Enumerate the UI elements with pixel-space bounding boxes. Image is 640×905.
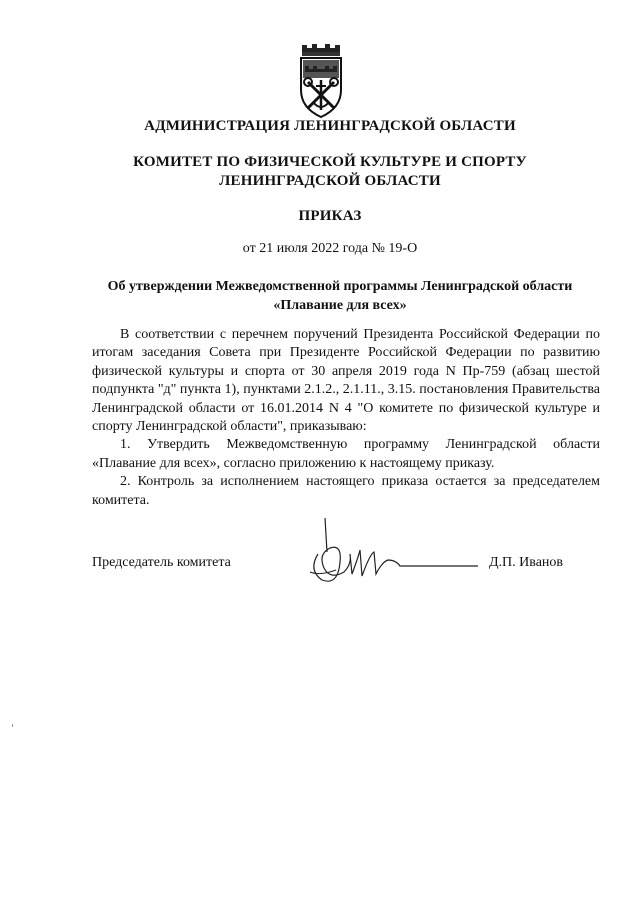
order-subject-line2: «Плавание для всех» <box>273 298 407 313</box>
committee-heading-line2: ЛЕНИНГРАДСКОЙ ОБЛАСТИ <box>219 173 441 189</box>
order-item-1: 1. Утвердить Межведомственную программу Ленинградской области «Плавание для всех», согласно приложению к настоящему приказу. <box>92 437 600 471</box>
committee-heading <box>10 153 640 191</box>
order-subject <box>80 277 600 315</box>
administration-heading: АДМИНИСТРАЦИЯ ЛЕНИНГРАДСКОЙ ОБЛАСТИ <box>144 118 516 134</box>
signatory-role: Председатель комитета <box>92 555 231 570</box>
preamble-paragraph: В соответствии с перечнем поручений Президента Российской Федерации по итогам заседания Совета при Президенте Российской Федерации по развитию физической культуры и спорта от 30 апреля 2019 года N Пр-759 (абзац шестой подпункта "д" пункта 1), пунктами 2.1.2., 2.1.11., 3.15. постановления Правительства Ленинградской области от 16.01.2014 N 4 "О комитете по физической культуре и спорту Ленинградской области", приказываю: <box>92 327 600 435</box>
handwritten-signature <box>300 510 480 590</box>
scan-speck <box>12 724 13 727</box>
signatory-name: Д.П. Иванов <box>489 555 564 570</box>
order-subject-line1: Об утверждении Межведомственной программы Ленинградской области <box>107 279 573 294</box>
committee-heading-line1: КОМИТЕТ ПО ФИЗИЧЕСКОЙ КУЛЬТУРЕ И СПОРТУ <box>133 154 527 170</box>
coat-of-arms-emblem <box>296 42 346 120</box>
order-body <box>92 326 600 510</box>
order-title: ПРИКАЗ <box>298 208 362 224</box>
order-date-number: от 21 июля 2022 года № 19-О <box>242 241 418 256</box>
order-item-2: 2. Контроль за исполнением настоящего приказа остается за председателем комитета. <box>92 474 600 508</box>
